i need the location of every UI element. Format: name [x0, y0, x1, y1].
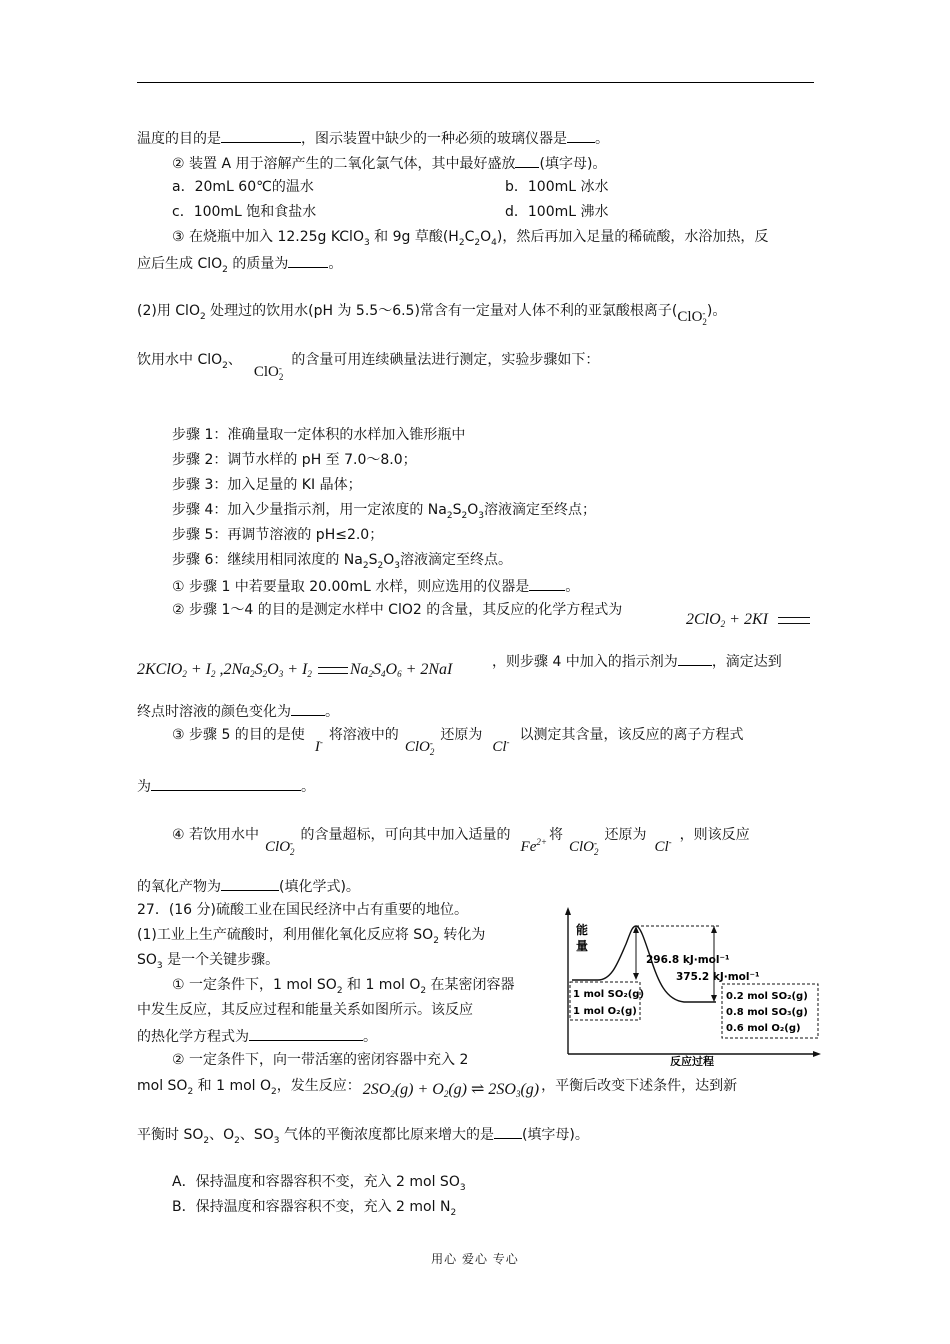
option-a: a．20mL 60℃的温水 — [172, 179, 314, 195]
arrow-head — [711, 926, 717, 933]
question-1 — [172, 576, 579, 596]
subscript: 2 — [450, 1207, 457, 1218]
problem-27-line-7 — [137, 1077, 738, 1099]
step-5: 步骤 5：再调节溶液的 pH≤2.0； — [172, 527, 384, 543]
text-segment: ③ 在烧瓶中加入 12.25g KClO — [172, 229, 364, 245]
reactant-label-2: 1 mol O₂(g) — [573, 1006, 637, 1017]
text-segment: 应后生成 ClO — [137, 256, 223, 272]
text-segment: )，然后再加入足量的稀硫酸，水浴加热，反 — [496, 229, 769, 245]
subscript: 2 — [222, 264, 228, 275]
page-footer: 用心 爱心 专心 — [431, 1252, 519, 1266]
text-segment: ③ 步骤 5 的目的是使 — [172, 727, 305, 743]
problem-27-title: 27．(16 分)硫酸工业在国民经济中占有重要的地位。 — [137, 902, 469, 918]
text-segment: 为 — [137, 779, 151, 795]
y-axis-label-2: 量 — [576, 939, 589, 953]
option-d: d．100mL 沸水 — [505, 204, 609, 220]
text-segment: 的含量超标，可向其中加入适量的 — [300, 827, 511, 843]
arrow-head — [633, 973, 639, 980]
text-segment: 步骤 6：继续用相同浓度的 Na — [172, 552, 363, 568]
product-label-2: 0.8 mol SO₃(g) — [726, 1007, 808, 1018]
x-axis-label: 反应过程 — [670, 1055, 714, 1066]
text-segment: O — [383, 552, 395, 568]
text-segment: O — [480, 229, 492, 245]
equilibrium-reaction: 2SO2(g) + O2(g) ⇌ 2SO3(g) — [362, 1081, 540, 1099]
answer-blank — [291, 701, 325, 716]
text-segment: S — [452, 502, 462, 518]
chlorite-ion: ClO - 2 — [568, 837, 599, 857]
text-segment: ，则该反应 — [679, 827, 750, 843]
text-segment: 还原为 — [440, 727, 483, 743]
reactant-label-1: 1 mol SO₂(g) — [573, 989, 645, 1000]
text-segment: 。 — [325, 704, 339, 720]
text-segment: (填化学式)。 — [279, 879, 360, 895]
text-segment: (1)工业上生产硫酸时，利用催化氧化反应将 SO — [137, 927, 434, 943]
answer-blank — [678, 651, 712, 666]
problem-27-line-3 — [172, 976, 515, 994]
text-segment: 和 1 mol O — [342, 977, 421, 993]
text-segment: 、 — [227, 352, 242, 368]
text-segment: 。 — [565, 579, 580, 595]
text-line-2 — [172, 153, 606, 173]
text-segment: mol SO — [137, 1078, 188, 1094]
subscript: 2 — [203, 1135, 210, 1146]
question-2-cont — [137, 661, 452, 680]
subscript: 2 — [461, 510, 468, 521]
enthalpy-change-label: 375.2 kJ·mol⁻¹ — [676, 971, 760, 983]
answer-blank — [529, 576, 565, 591]
answer-blank — [221, 876, 279, 891]
text-segment: 。 — [363, 1029, 377, 1045]
text-segment: 平衡时 SO — [137, 1127, 204, 1143]
subscript: 2 — [458, 237, 465, 248]
text-segment: O — [467, 502, 479, 518]
text-segment: 转化为 — [438, 927, 486, 943]
subscript: 2 — [377, 560, 384, 571]
answer-blank — [567, 128, 595, 143]
option-B — [172, 1198, 456, 1216]
text-segment: 溶液滴定至终点。 — [399, 552, 512, 568]
subscript: 2 — [362, 560, 369, 571]
chlorite-ion: ClO - 2 — [404, 737, 435, 757]
question-3 — [172, 726, 744, 757]
text-segment: )。 — [706, 303, 727, 319]
text-segment: ④ 若饮用水中 — [172, 827, 260, 843]
product-label-3: 0.6 mol O₂(g) — [726, 1023, 801, 1034]
subscript: 4 — [491, 237, 497, 248]
header-rule — [137, 82, 814, 83]
step-3: 步骤 3：加入足量的 KI 晶体； — [172, 477, 362, 493]
question-2: ② 步骤 1～4 的目的是测定水样中 ClO2 的含量，其反应的化学方程式为 — [172, 602, 623, 618]
subscript: 3 — [156, 960, 163, 971]
question-3-end — [137, 776, 315, 796]
chlorite-ion: ClO - 2 — [677, 307, 707, 327]
subscript: 2 — [187, 1086, 194, 1097]
text-line-5 — [137, 253, 342, 273]
text-segment: ① 一定条件下，1 mol SO — [172, 977, 337, 993]
chlorite-ion: ClO - 2 — [253, 362, 284, 382]
subscript: 2 — [271, 1086, 277, 1097]
text-segment: ，则步骤 4 中加入的指示剂为 — [492, 654, 678, 670]
text-segment: 的氧化产物为 — [137, 879, 221, 895]
subscript: 3 — [394, 560, 400, 571]
answer-blank — [515, 153, 539, 168]
text-segment: (填字母)。 — [521, 1127, 589, 1143]
text-segment: 将 — [548, 827, 563, 843]
subscript: 3 — [273, 1135, 280, 1146]
problem-27-line-5 — [137, 1026, 377, 1046]
ferrous-ion: $Fe^{2+}$ — [520, 837, 547, 855]
text-segment: 。 — [301, 779, 315, 795]
text-segment: 步骤 4：加入少量指示剂，用一定浓度的 Na — [172, 502, 447, 518]
text-segment: ，发生反应： — [276, 1078, 361, 1094]
step-2: 步骤 2：调节水样的 pH 至 7.0～8.0； — [172, 452, 417, 468]
text-segment: 在某密闭容器 — [426, 977, 515, 993]
option-c: c．100mL 饱和食盐水 — [172, 204, 317, 220]
problem-27-line-6: ② 一定条件下，向一带活塞的密闭容器中充入 2 — [172, 1052, 469, 1068]
answer-blank — [288, 253, 328, 268]
text-segment: 。 — [595, 131, 609, 147]
question-4-end — [137, 876, 360, 896]
text-segment: A．保持温度和容器容积不变，充入 2 mol SO — [172, 1174, 460, 1190]
question-2-tail — [492, 651, 782, 671]
text-line-1 — [137, 128, 609, 148]
text-segment: 处理过的饮用水(pH 为 5.5～6.5)常含有一定量对人体不利的亚氯酸根离子( — [205, 303, 678, 319]
text-segment: 和 1 mol O — [193, 1078, 272, 1094]
subscript: 3 — [478, 510, 484, 521]
subscript: 3 — [459, 1182, 466, 1193]
subscript: 2 — [420, 985, 427, 996]
text-segment: B．保持温度和容器容积不变，充入 2 mol N — [172, 1199, 451, 1215]
text-segment: 溶液滴定至终点； — [483, 502, 596, 518]
step-6 — [172, 551, 512, 569]
y-axis-arrow — [565, 907, 571, 915]
energy-diagram — [560, 904, 822, 1066]
iodide-ion: I- — [314, 737, 323, 755]
subscript: 2 — [433, 935, 439, 946]
question-2-end — [137, 701, 339, 721]
text-segment: (2)用 ClO — [137, 303, 200, 319]
text-line-7 — [137, 351, 600, 382]
step-1: 步骤 1：准确量取一定体积的水样加入锥形瓶中 — [172, 427, 466, 443]
subscript: 2 — [222, 360, 228, 371]
equation-part-1: 2ClO2 + 2KI — [686, 611, 810, 630]
text-segment: 和 9g 草酸(H — [369, 229, 459, 245]
text-segment: 。 — [328, 256, 343, 272]
answer-blank — [249, 1026, 363, 1041]
text-segment: ，平衡后改变下述条件，达到新 — [541, 1078, 738, 1094]
chloride-ion: Cl- — [654, 837, 672, 855]
problem-27-line-2 — [137, 951, 279, 969]
text-segment: 的热化学方程式为 — [137, 1029, 249, 1045]
equation-part-2: 2KClO2 + I2 ,2Na2S2O3 + I2 Na2S4O6 + 2NaI — [137, 661, 453, 679]
y-axis-label-1: 能 — [576, 923, 589, 937]
text-segment: 饮用水中 ClO — [137, 352, 223, 368]
chlorite-ion: ClO - 2 — [265, 837, 295, 857]
text-segment: 还原为 — [604, 827, 647, 843]
text-segment: ② 装置 A 用于溶解产生的二氧化氯气体，其中最好盛放 — [172, 156, 516, 172]
text-segment: ① 步骤 1 中若要量取 20.00mL 水样，则应选用的仪器是 — [172, 579, 530, 595]
product-label-1: 0.2 mol SO₂(g) — [726, 991, 808, 1002]
text-segment: 是一个关键步骤。 — [162, 952, 280, 968]
option-A — [172, 1173, 466, 1191]
text-line-6 — [137, 302, 727, 327]
text-segment: 、SO — [239, 1127, 274, 1143]
subscript: 2 — [446, 510, 453, 521]
problem-27-line-4: 中发生反应，其反应过程和能量关系如图所示。该反应 — [137, 1002, 473, 1018]
text-segment: 的质量为 — [227, 256, 289, 272]
text-segment: ，图示装置中缺少的一种必须的玻璃仪器是 — [301, 131, 567, 147]
text-segment: 以测定其含量，该反应的离子方程式 — [519, 727, 744, 743]
answer-blank — [494, 1124, 522, 1139]
x-axis-arrow — [813, 1051, 821, 1057]
text-segment: S — [368, 552, 378, 568]
text-segment: SO — [137, 952, 157, 968]
option-b: b．100mL 冰水 — [505, 179, 609, 195]
subscript: 2 — [474, 237, 481, 248]
chloride-ion: Cl- — [492, 737, 510, 755]
subscript: 3 — [363, 237, 370, 248]
text-line-4 — [172, 228, 768, 246]
text-segment: 温度的目的是 — [137, 131, 221, 147]
answer-blank — [151, 776, 301, 791]
step-4 — [172, 501, 596, 519]
text-segment: C — [464, 229, 475, 245]
text-segment: 终点时溶液的颜色变化为 — [137, 704, 291, 720]
text-segment: 、O — [209, 1127, 235, 1143]
subscript: 2 — [199, 311, 206, 322]
arrow-head — [711, 995, 717, 1002]
subscript: 2 — [234, 1135, 240, 1146]
question-4 — [172, 826, 750, 857]
problem-27-line-1 — [137, 926, 485, 944]
text-segment: ，滴定达到 — [711, 654, 782, 670]
activation-energy-label: 296.8 kJ·mol⁻¹ — [646, 954, 730, 966]
subscript: 2 — [336, 985, 343, 996]
text-segment: (填字母)。 — [539, 156, 607, 172]
text-segment: 的含量可用连续碘量法进行测定，实验步骤如下： — [291, 352, 600, 368]
text-segment: 气体的平衡浓度都比原来增大的是 — [279, 1127, 494, 1143]
problem-27-line-8 — [137, 1124, 589, 1144]
text-segment: 将溶液中的 — [328, 727, 399, 743]
answer-blank — [221, 128, 301, 143]
